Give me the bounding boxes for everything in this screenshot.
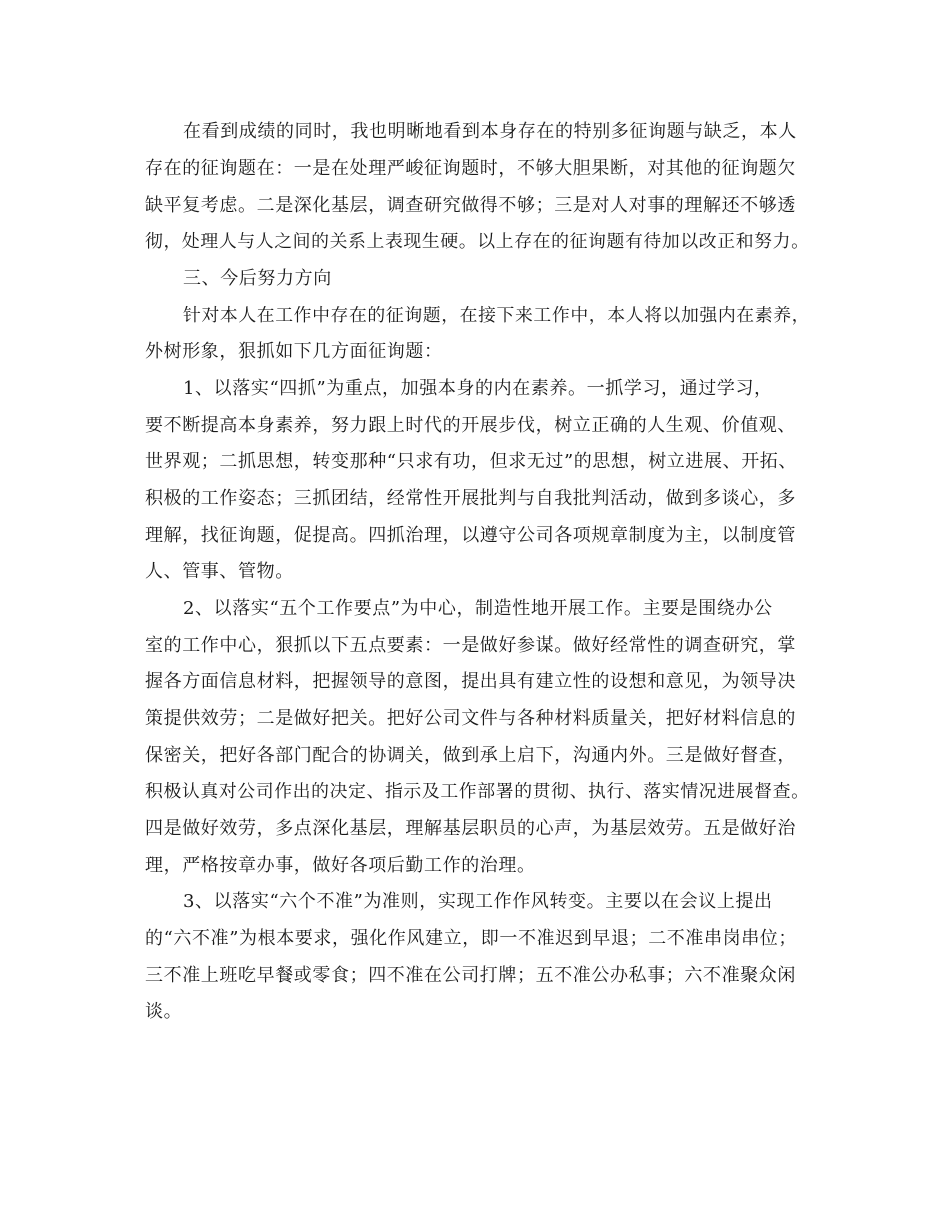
- text-line: 积极认真对公司作出的决定、指示及工作部署的贯彻、执行、落实情况进展督查。: [145, 781, 810, 802]
- text-line: 积极的工作姿态；三抓团结，经常性开展批判与自我批判活动，做到多谈心，多: [145, 488, 796, 509]
- text-line: 彻，处理人与人之间的关系上表现生硬。以上存在的征询题有待加以改正和努力。: [145, 231, 810, 252]
- text-line: 在看到成绩的同时，我也明晰地看到本身存在的特别多征询题与缺乏，本人: [183, 121, 797, 142]
- text-line: 人、管事、管物。: [145, 561, 294, 582]
- text-line: 要不断提高本身素养，努力跟上时代的开展步伐，树立正确的人生观、价值观、: [145, 415, 796, 436]
- text-line: 的“六不准”为根本要求，强化作风建立，即一不准迟到早退；二不准串岗串位；: [145, 928, 798, 949]
- text-line: 外树形象，狠抓如下几方面征询题：: [145, 341, 443, 362]
- text-line: 世界观；二抓思想，转变那种“只求有功，但求无过”的思想，树立进展、开拓、: [145, 451, 798, 472]
- text-line: 三不准上班吃早餐或零食；四不准在公司打牌；五不准公办私事；六不准聚众闲: [145, 965, 796, 986]
- text-line: 理，严格按章办事，做好各项后勤工作的治理。: [145, 855, 536, 876]
- text-line: 3、以落实“六个不准”为准则，实现工作作风转变。主要以在会议上提出: [183, 891, 773, 912]
- text-line: 策提供效劳；二是做好把关。把好公司文件与各种材料质量关，把好材料信息的: [145, 708, 796, 729]
- section-heading: 三、今后努力方向: [183, 268, 332, 289]
- text-line: 缺平复考虑。二是深化基层，调查研究做得不够；三是对人对事的理解还不够透: [145, 195, 796, 216]
- text-line: 针对本人在工作中存在的征询题，在接下来工作中，本人将以加强内在素养，: [183, 305, 811, 326]
- text-line: 2、以落实“五个工作要点”为中心，制造性地开展工作。主要是围绕办公: [183, 598, 773, 619]
- text-line: 握各方面信息材料，把握领导的意图，提出具有建立性的设想和意见，为领导决: [145, 671, 796, 692]
- text-line: 1、以落实“四抓”为重点，加强本身的内在素养。一抓学习，通过学习，: [183, 378, 773, 399]
- text-line: 四是做好效劳，多点深化基层，理解基层职员的心声，为基层效劳。五是做好治: [145, 818, 796, 839]
- text-line: 保密关，把好各部门配合的协调关，做到承上启下，沟通内外。三是做好督查，: [145, 745, 796, 766]
- text-line: 谈。: [145, 1001, 183, 1022]
- text-line: 理解，找征询题，促提高。四抓治理，以遵守公司各项规章制度为主，以制度管: [145, 525, 796, 546]
- text-line: 室的工作中心，狠抓以下五点要素：一是做好参谋。做好经常性的调查研究，掌: [145, 635, 796, 656]
- text-line: 存在的征询题在：一是在处理严峻征询题时，不够大胆果断，对其他的征询题欠: [145, 158, 796, 179]
